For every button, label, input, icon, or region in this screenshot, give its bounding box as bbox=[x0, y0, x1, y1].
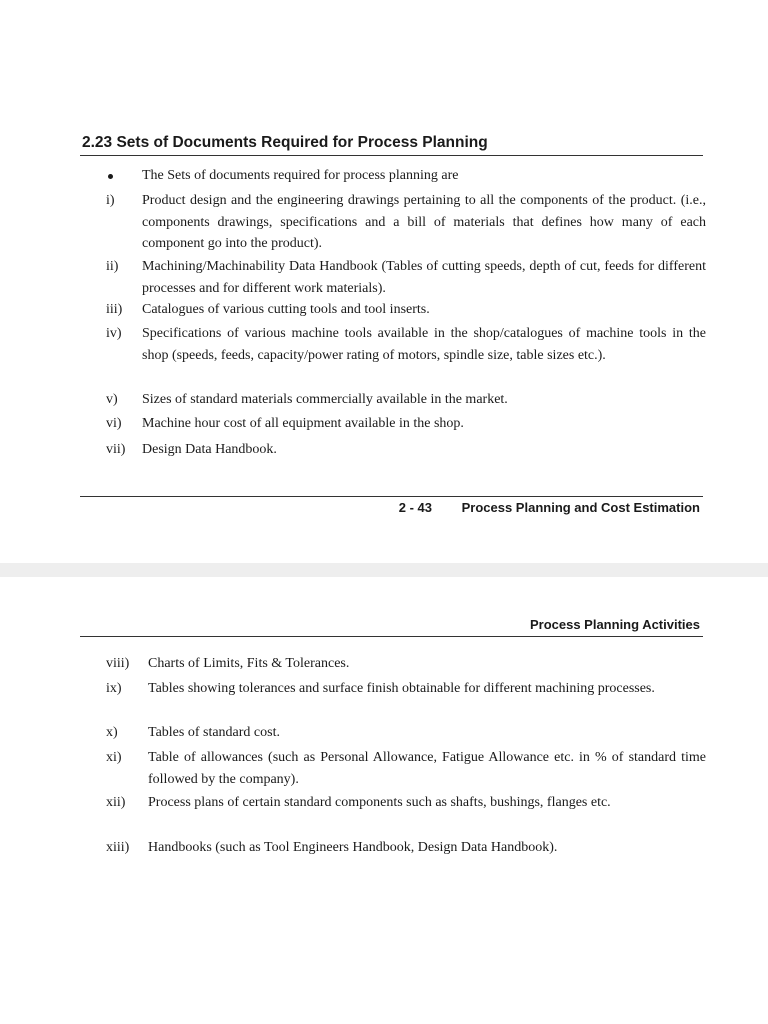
list-marker: i) bbox=[106, 193, 115, 208]
list-item-text: Specifications of various machine tools available in the shop/catalogues of machine tools in the shop (speeds, feeds, capacity/power rating of motors, spindle size, table sizes etc.). bbox=[142, 326, 706, 363]
list-marker: iv) bbox=[106, 326, 122, 341]
list-item bbox=[106, 389, 706, 411]
list-item-text: Process plans of certain standard components such as shafts, bushings, flanges etc. bbox=[148, 795, 611, 810]
list-item bbox=[106, 837, 706, 859]
list-item bbox=[106, 413, 706, 435]
list-item bbox=[106, 747, 706, 790]
running-header: Process Planning Activities bbox=[529, 617, 700, 632]
list-item-text: Machine hour cost of all equipment available in the shop. bbox=[142, 416, 464, 431]
list-marker: xiii) bbox=[106, 840, 130, 855]
list-marker: v) bbox=[106, 392, 118, 407]
list-item bbox=[106, 323, 706, 366]
list-marker: vii) bbox=[106, 442, 126, 457]
header-rule bbox=[80, 636, 703, 637]
heading-rule bbox=[80, 155, 703, 156]
list-item-text: Handbooks (such as Tool Engineers Handbook, Design Data Handbook). bbox=[148, 840, 558, 855]
list-item-text: Tables showing tolerances and surface finish obtainable for different machining processes. bbox=[148, 681, 655, 696]
list-marker: ix) bbox=[106, 681, 122, 696]
page-separator bbox=[0, 563, 768, 577]
list-item bbox=[106, 190, 706, 255]
list-item bbox=[106, 256, 706, 299]
list-item-text: Product design and the engineering drawings pertaining to all the components of the product. (i.e., components drawings, specifications and a bill of materials that defines how many of each component go into the product). bbox=[142, 193, 706, 251]
list-marker: xi) bbox=[106, 750, 122, 765]
list-item bbox=[106, 439, 706, 461]
list-item-text: Catalogues of various cutting tools and tool inserts. bbox=[142, 302, 430, 317]
list-item bbox=[106, 653, 706, 675]
list-item-text: Charts of Limits, Fits & Tolerances. bbox=[148, 656, 350, 671]
list-marker: x) bbox=[106, 725, 118, 740]
list-item-text: Table of allowances (such as Personal Allowance, Fatigue Allowance etc. in % of standard time followed by the company). bbox=[148, 750, 706, 787]
list-item bbox=[106, 792, 706, 814]
list-item-text: Design Data Handbook. bbox=[142, 442, 277, 457]
list-item bbox=[106, 678, 706, 700]
bullet-icon bbox=[106, 165, 142, 187]
list-item bbox=[106, 299, 706, 321]
list-marker: ii) bbox=[106, 259, 119, 274]
page-footer bbox=[399, 500, 700, 515]
list-marker: xii) bbox=[106, 795, 126, 810]
list-item bbox=[106, 722, 706, 744]
list-marker: viii) bbox=[106, 656, 130, 671]
list-item-text: Sizes of standard materials commercially available in the market. bbox=[142, 392, 508, 407]
page-number: 2 - 43 bbox=[398, 500, 432, 515]
intro-text: The Sets of documents required for process planning are bbox=[142, 168, 459, 183]
list-item-text: Machining/Machinability Data Handbook (Tables of cutting speeds, depth of cut, feeds for different processes and for different work materials). bbox=[142, 259, 706, 296]
bullet-intro bbox=[106, 165, 706, 187]
footer-rule bbox=[80, 496, 703, 497]
book-title: Process Planning and Cost Estimation bbox=[461, 500, 700, 515]
list-item-text: Tables of standard cost. bbox=[148, 725, 280, 740]
list-marker: iii) bbox=[106, 302, 123, 317]
section-heading: 2.23 Sets of Documents Required for Process Planning bbox=[82, 134, 488, 151]
list-marker: vi) bbox=[106, 416, 122, 431]
